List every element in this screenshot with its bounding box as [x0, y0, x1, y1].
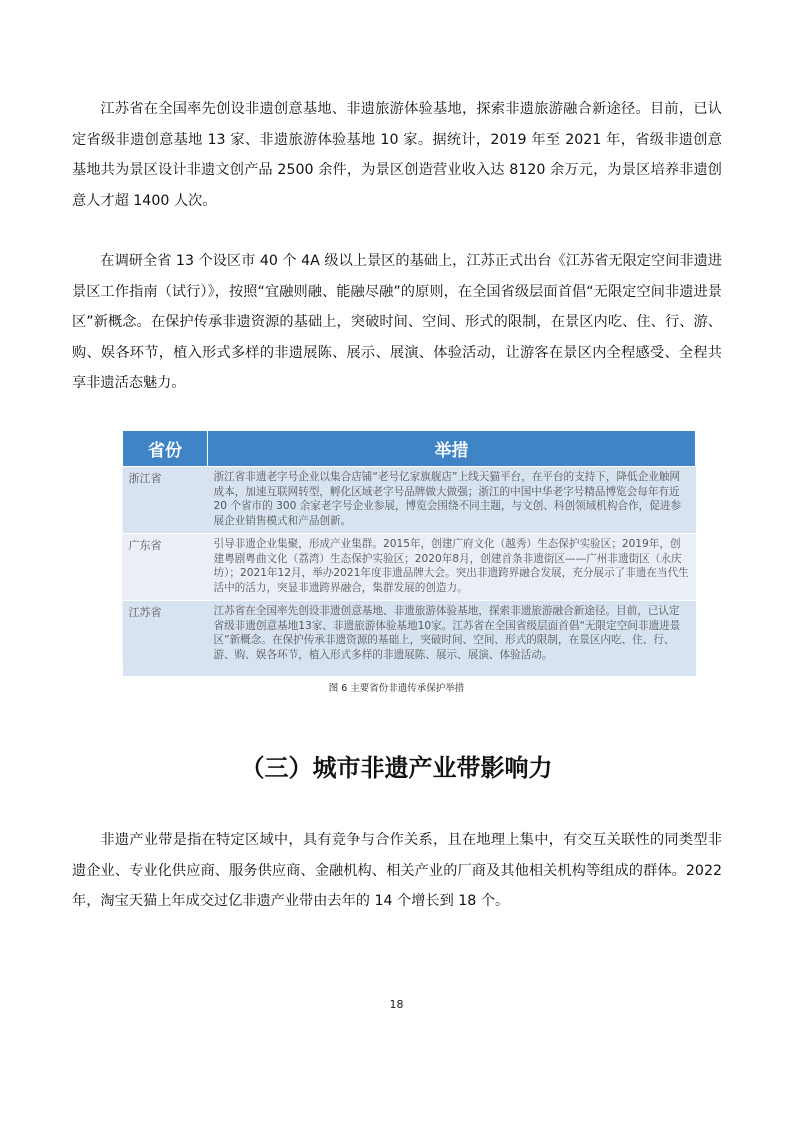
measures-cell: 江苏省在全国率先创设非遗创意基地、非遗旅游体验基地，探索非遗旅游融合新途径。目前，已认定省级非遗创意基地13家、非遗旅游体验基地10家。江苏省在全国省级层面首倡“无限定空间非遗进景区”新概念。在保护传承非遗资源的基础上，突破时间、空间、形式的限制，在景区内吃、住、行、游、购、娱各环节，植入形式多样的非遗展陈、展示、展演、体验活动。 — [208, 601, 696, 677]
measures-cell: 引导非遗企业集聚，形成产业集群。2015年，创建广府文化（越秀）生态保护实验区；2019年，创建粤剧粤曲文化（荔湾）生态保护实验区；2020年8月，创建首条非遗街区——广州非遗街区（永庆坊）；2021年12月，举办2021年度非遗品牌大会。突出非遗跨界融合发展，充分展示了非遗在当代生活中的活力，突显非遗跨界融合，集群发展的创造力。 — [208, 534, 696, 601]
figure-caption: 图 6 主要省份非遗传承保护举措 — [328, 683, 465, 694]
table-row — [123, 467, 696, 534]
province-measures-table — [122, 430, 696, 662]
header-measures: 举措 — [208, 431, 696, 467]
paragraph-scenic-guideline: 在调研全省 13 个设区市 40 个 4A 级以上景区的基础上，江苏正式出台《江苏省无限定空间非遗进景区工作指南（试行）》，按照“宜融则融、能融尽融”的原则，在全国省级层面首倡“无限定空间非遗进景区”新概念。在保护传承非遗资源的基础上，突破时间、空间、形式的限制，在景区内吃、住、行、游、购、娱各环节，植入形式多样的非遗展陈、展示、展演、体验活动，让游客在景区内全程感受、全程共享非遗活态魅力。 — [72, 253, 722, 391]
province-cell: 江苏省 — [123, 601, 208, 677]
paragraph-industry-belt: 非遗产业带是指在特定区域中，具有竞争与合作关系，且在地理上集中，有交互关联性的同类型非遗企业、专业化供应商、服务供应商、金融机构、相关产业的厂商及其他相关机构等组成的群体。2022 年，淘宝天猫上年成交过亿非遗产业带由去年的 14 个增长到 18 个。 — [72, 832, 722, 909]
header-province: 省份 — [123, 431, 208, 467]
province-cell: 浙江省 — [123, 467, 208, 534]
measures-cell: 浙江省非遗老字号企业以集合店铺“老号亿家旗舰店”上线天猫平台，在平台的支持下，降低企业触网成本，加速互联网转型，孵化区域老字号品牌做大做强；浙江的中国中华老字号精品博览会每年有近 20 个省市的 300 余家老字号企业参展，博览会围绕不同主题，与文创、科创领域机构合作，促进参展企业销售模式和产品创新。 — [208, 467, 696, 534]
paragraph-jiangsu-bases: 江苏省在全国率先创设非遗创意基地、非遗旅游体验基地，探索非遗旅游融合新途径。目前，已认定省级非遗创意基地 13 家、非遗旅游体验基地 10 家。据统计，2019 年至 2021 年，省级非遗创意基地共为景区设计非遗文创产品 2500 余件，为景区创造营业收入达 8120 余万元，为景区培养非遗创意人才超 1400 人次。 — [72, 101, 722, 209]
section-title: （三）城市非遗产业带影响力 — [240, 754, 553, 782]
province-cell: 广东省 — [123, 534, 208, 601]
table-row — [123, 534, 696, 601]
table-row — [123, 601, 696, 677]
page-number: 18 — [389, 998, 404, 1011]
